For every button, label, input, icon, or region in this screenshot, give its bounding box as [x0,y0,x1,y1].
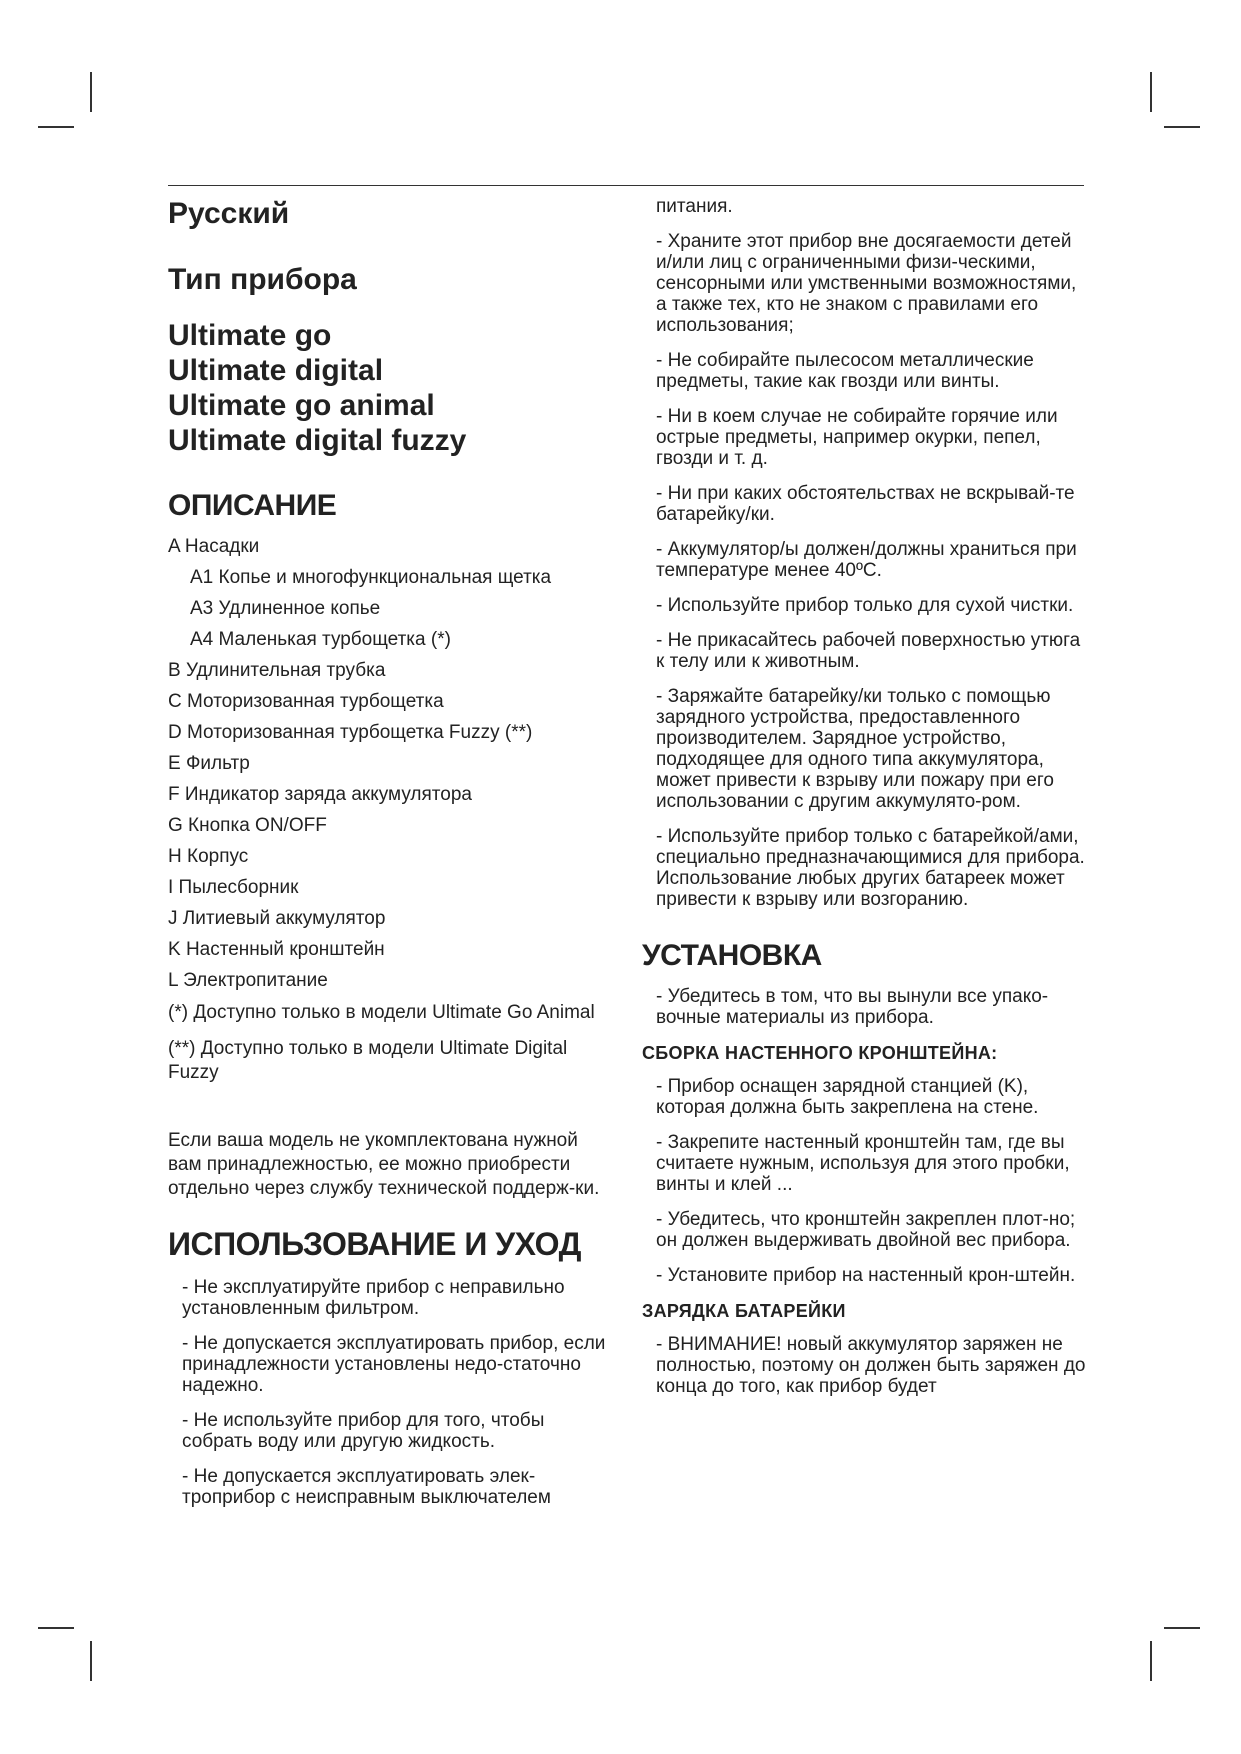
left-column [168,196,608,1522]
usage-item: - Не собирайте пылесосом металлические предметы, такие как гвозди или винты. [656,350,1034,392]
model-name: Ultimate digital fuzzy [168,424,467,457]
usage-item: - Ни при каких обстоятельствах не вскрывай-те батарейку/ки. [656,483,1075,525]
crop-mark-bottom-left-vertical [90,1641,92,1681]
description-item: L Электропитание [168,970,328,991]
description-heading: ОПИСАНИЕ [168,489,337,522]
description-item: A4 Маленькая турбощетка (*) [190,629,451,650]
device-type-title: Тип прибора [168,263,357,296]
usage-heading: ИСПОЛЬЗОВАНИЕ И УХОД [168,1226,581,1262]
description-item: A Насадки [168,536,260,557]
usage-item: - Аккумулятор/ы должен/должны храниться при температуре менее 40ºC. [656,539,1077,581]
description-item: A1 Копье и многофункциональная щетка [190,567,552,588]
bracket-item: - Прибор оснащен зарядной станцией (K), которая должна быть закреплена на стене. [656,1076,1039,1118]
bracket-item: - Убедитесь, что кронштейн закреплен плот-но; он должен выдерживать двойной вес прибора. [656,1209,1076,1251]
usage-item: - Заряжайте батарейку/ки только с помощью зарядного устройства, предоставленного производителем. Зарядное устройство, подходящее для одного типа аккумулятора, может привести к взрыву или пожару при его использовании с другим аккумулято-ром. [656,686,1054,812]
description-item: B Удлинительная трубка [168,660,386,681]
description-item: I Пылесборник [168,877,299,898]
description-item: K Настенный кронштейн [168,939,385,960]
install-item: - Убедитесь в том, что вы вынули все упако-вочные материалы из прибора. [656,986,1049,1028]
availability-note: (*) Доступно только в модели Ultimate Go Animal [168,1002,595,1023]
crop-mark-bottom-right-horizontal [1164,1627,1200,1629]
usage-item: - Не допускается эксплуатировать элек-троприбор с неисправным выключателем [182,1466,551,1508]
bracket-list [642,1076,1086,1286]
description-item: C Моторизованная турбощетка [168,691,444,712]
usage-list [168,1277,608,1508]
model-name: Ultimate digital [168,354,384,387]
usage-item: - Не используйте прибор для того, чтобы собрать воду или другую жидкость. [182,1410,545,1452]
description-item: E Фильтр [168,753,250,774]
description-item: A3 Удлиненное копье [190,598,381,619]
usage-item: - Используйте прибор только с батарейкой/ами, специально предназначающимися для прибора. Использование любых других батареек может привести к взрыву или возгоранию. [656,826,1085,910]
availability-note: (**) Доступно только в модели Ultimate Digital Fuzzy [168,1038,568,1083]
usage-item: - Используйте прибор только для сухой чистки. [656,595,1074,616]
model-name: Ultimate go animal [168,389,435,422]
description-item: G Кнопка ON/OFF [168,815,327,836]
language-title: Русский [168,197,290,230]
header-rule [168,185,1084,186]
usage-item: - Храните этот прибор вне досягаемости детей и/или лиц с ограниченными физи-ческими, сенсорными или умственными возможностями, а также тех, кто не знаком с правилами его использования; [656,231,1077,336]
usage-item: - Не допускается эксплуатировать прибор, если принадлежности установлены недо-статочно надежно. [182,1333,606,1396]
crop-mark-bottom-right-vertical [1150,1641,1152,1681]
bracket-item: - Закрепите настенный кронштейн там, где вы считаете нужным, используя для этого пробки, винты и клей ... [656,1132,1070,1195]
charging-heading: ЗАРЯДКА БАТАРЕЙКИ [642,1301,846,1321]
usage-list-continued [642,231,1086,910]
install-list [642,986,1086,1028]
description-item: H Корпус [168,846,249,867]
description-item: D Моторизованная турбощетка Fuzzy (**) [168,722,533,743]
accessory-paragraph: Если ваша модель не укомплектована нужной вам принадлежностью, ее можно приобрести отдельно через службу технической поддерж-ки. [168,1130,600,1199]
description-item: F Индикатор заряда аккумулятора [168,784,472,805]
right-column [642,196,1086,1411]
crop-mark-top-left-vertical [90,72,92,112]
description-item: J Литиевый аккумулятор [168,908,386,929]
model-name: Ultimate go [168,319,332,352]
bracket-item: - Установите прибор на настенный крон-штейн. [656,1265,1076,1286]
charging-item: - ВНИМАНИЕ! новый аккумулятор заряжен не полностью, поэтому он должен быть заряжен до конца до того, как прибор будет [656,1334,1086,1397]
description-list [168,536,608,992]
bracket-heading: СБОРКА НАСТЕННОГО КРОНШТЕЙНА: [642,1043,998,1063]
crop-mark-top-right-horizontal [1164,126,1200,128]
model-list [168,318,608,458]
install-heading: УСТАНОВКА [642,939,822,972]
usage-item: - Не эксплуатируйте прибор с неправильно установленным фильтром. [182,1277,565,1319]
usage-item: - Не прикасайтесь рабочей поверхностью утюга к телу или к животным. [656,630,1081,672]
continuation-text: питания. [656,196,733,217]
crop-mark-bottom-left-horizontal [38,1627,74,1629]
crop-mark-top-right-vertical [1150,72,1152,112]
charging-list [642,1334,1086,1397]
usage-item: - Ни в коем случае не собирайте горячие или острые предметы, например окурки, пепел, гвозди и т. д. [656,406,1058,469]
crop-mark-top-left-horizontal [38,126,74,128]
